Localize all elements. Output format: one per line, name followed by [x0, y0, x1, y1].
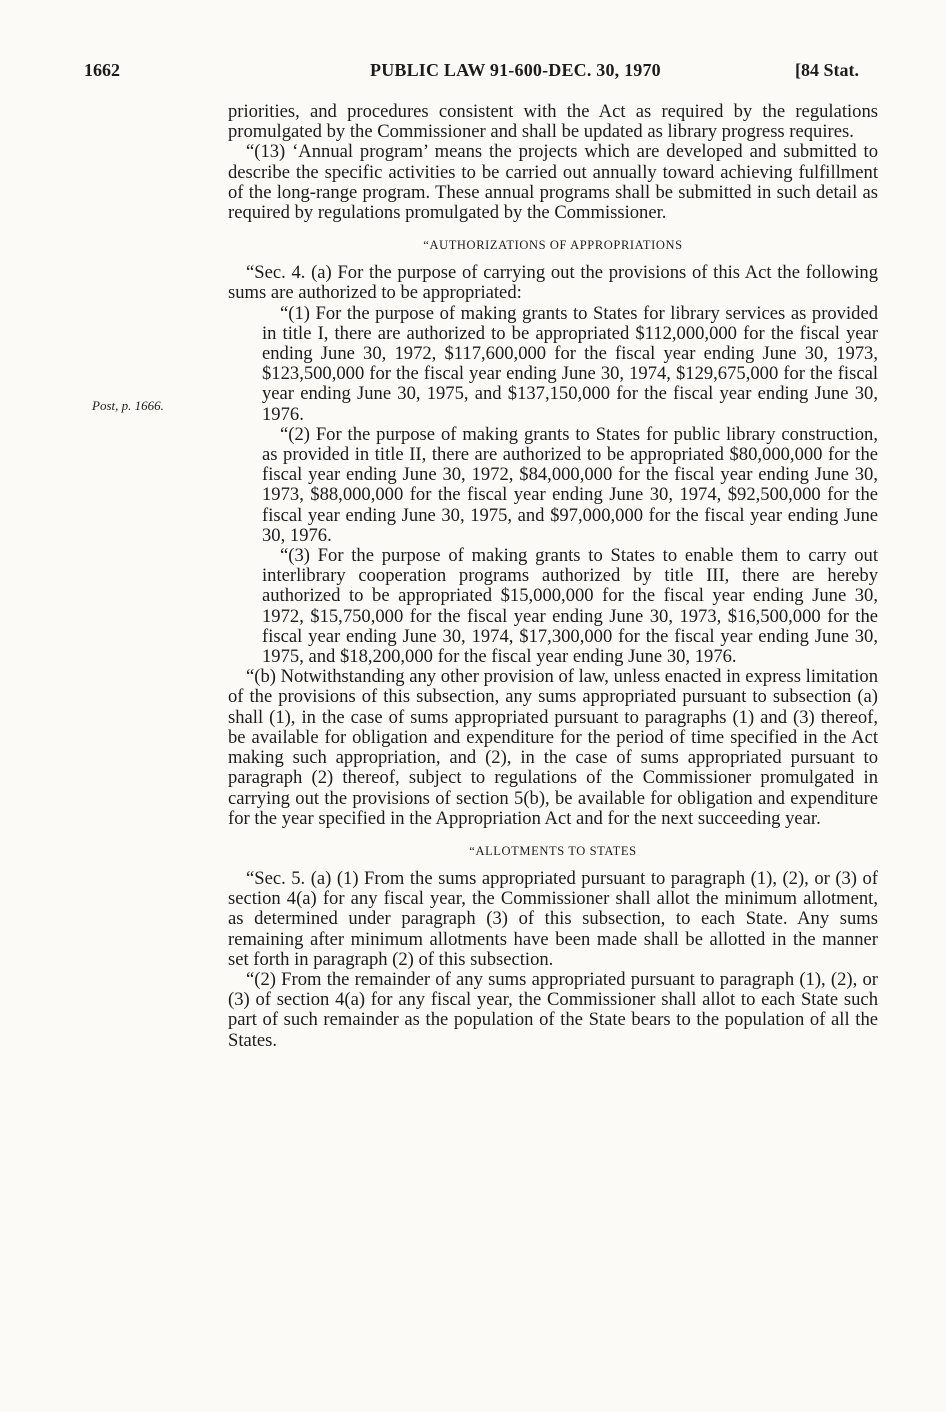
paragraph-sec-4a-3: “(3) For the purpose of making grants to States to enable them to carry out interlibrary cooperation programs authorized by title III, there are hereby authorized to be appropriated $15,000,000 for the fiscal year ending June 30, 1972, $15,750,000 for the fiscal year ending June 30, 1973, $16,500,000 for the fiscal year ending June 30, 1974, $17,300,000 for the fiscal year ending June 30, 1975, and $18,200,000 for the fiscal year ending June 30, 1976.: [262, 545, 878, 668]
paragraph-sec-5a-2: “(2) From the remainder of any sums appropriated pursuant to paragraph (1), (2), or (3) of section 4(a) for any fiscal year, the Commissioner shall allot to each State such part of such remainder as the population of the State bears to the population of all the States.: [228, 968, 878, 1051]
page-title: PUBLIC LAW 91-600-DEC. 30, 1970: [370, 60, 661, 80]
paragraph-continuation: priorities, and procedures consistent with the Act as required by the regulations promulgated by the Commissioner and shall be updated as library progress requires.: [228, 101, 878, 143]
margin-note: Post, p. 1666.: [92, 398, 164, 413]
paragraph-sec-4a-2: “(2) For the purpose of making grants to States for public library construction, as provided in title II, there are authorized to be appropriated $80,000,000 for the fiscal year ending June 30, 1972, $84,000,000 for the fiscal year ending June 30, 1973, $88,000,000 for the fiscal year ending June 30, 1974, $92,500,000 for the fiscal year ending June 30, 1975, and $97,000,000 for the fiscal year ending June 30, 1976.: [262, 423, 878, 546]
page-number: 1662: [84, 60, 120, 80]
document-body: [228, 102, 878, 1051]
statute-reference: [84 Stat.: [795, 60, 859, 80]
paragraph-sec-4b: “(b) Notwithstanding any other provision of law, unless enacted in express limitation of the provisions of this subsection, any sums appropriated pursuant to subsection (a) shall (1), in the case of sums appropriated pursuant to paragraphs (1) and (3) thereof, be available for obligation and expenditure for the period of time specified in the Act making such appropriation, and (2), in the case of sums appropriated pursuant to paragraph (2) thereof, subject to regulations of the Commissioner promulgated in carrying out the provisions of section 5(b), be available for obligation and expenditure for the year specified in the Appropriation Act and for the next succeeding year.: [228, 666, 878, 829]
section-heading-authorizations: “AUTHORIZATIONS OF APPROPRIATIONS: [423, 238, 683, 253]
paragraph-sec-5a-1: “Sec. 5. (a) (1) From the sums appropriated pursuant to paragraph (1), (2), or (3) of section 4(a) for any fiscal year, the Commissioner shall allot the minimum allotment, as determined under paragraph (3) of this subsection, to each State. Any sums remaining after minimum allotments have been made shall be allotted in the manner set forth in paragraph (2) of this subsection.: [228, 867, 878, 970]
page-header: [0, 60, 946, 86]
paragraph-definition-13: “(13) ‘Annual program’ means the projects which are developed and submitted to describe the specific activities to be carried out annually toward achieving fulfillment of the long-range program. These annual programs shall be submitted in such detail as required by regulations promulgated by the Commissioner.: [228, 141, 878, 224]
paragraph-sec-4a: “Sec. 4. (a) For the purpose of carrying out the provisions of this Act the following sums are authorized to be appropriated:: [228, 262, 878, 304]
section-heading-allotments: “ALLOTMENTS TO STATES: [469, 843, 637, 858]
paragraph-sec-4a-1: “(1) For the purpose of making grants to States for library services as provided in title I, there are authorized to be appropriated $112,000,000 for the fiscal year ending June 30, 1972, $117,600,000 for the fiscal year ending June 30, 1973, $123,500,000 for the fiscal year ending June 30, 1974, $129,675,000 for the fiscal year ending June 30, 1975, and $137,150,000 for the fiscal year ending June 30, 1976.: [262, 302, 878, 425]
